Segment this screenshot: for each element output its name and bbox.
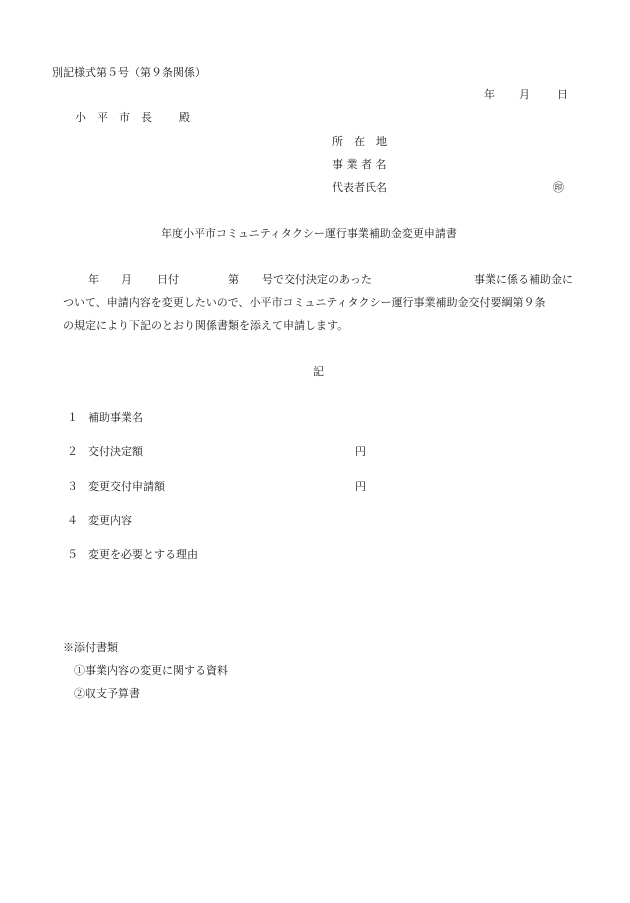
item-2-unit: 円 [355,445,366,458]
attachment-item: ②収支予算書 [74,687,140,700]
item-5-label: 変更を必要とする理由 [88,548,198,561]
attachments-heading: ※添付書類 [63,641,118,654]
address-label: 所 在 地 [332,135,387,148]
representative-label: 代表者氏名 [332,181,387,194]
form-number: 別記様式第５号（第９条関係） [52,66,206,79]
body-line-3: の規定により下記のとおり関係書類を添えて申請します。 [63,319,349,332]
body-year: 年 [88,273,99,286]
item-3-number: ３ [67,480,78,493]
item-1-label: 補助事業名 [88,411,143,424]
item-2-number: ２ [67,445,78,458]
item-2-label: 交付決定額 [88,445,143,458]
item-4-label: 変更内容 [88,514,132,527]
item-4-number: ４ [67,514,78,527]
date-day: 日 [557,88,568,101]
item-3-label: 変更交付申請額 [88,480,165,493]
attachment-item: ①事業内容の変更に関する資料 [74,664,228,677]
ki-heading: 記 [313,365,324,378]
addressee-city: 小 平 市 長 [75,111,152,124]
item-3-unit: 円 [355,480,366,493]
operator-label: 事 業 者 名 [332,158,387,171]
body-no: 第 [228,273,239,286]
body-day: 日付 [157,273,179,286]
date-month: 月 [519,88,530,101]
item-1-number: １ [67,411,78,424]
seal-mark [553,182,564,193]
body-line-2: ついて、申請内容を変更したいので、小平市コミュニティタクシー運行事業補助金交付要綱第９条 [63,296,546,309]
item-5-number: ５ [67,548,78,561]
seal-text: ㊞ [553,181,564,194]
body-month: 月 [121,273,132,286]
date-year: 年 [484,88,495,101]
body-go: 号で交付決定のあった [262,273,372,286]
body-tail: 事業に係る補助金に [474,273,573,286]
document-title: 年度小平市コミュニティタクシー運行事業補助金変更申請書 [161,227,457,240]
addressee-honorific: 殿 [179,111,190,124]
